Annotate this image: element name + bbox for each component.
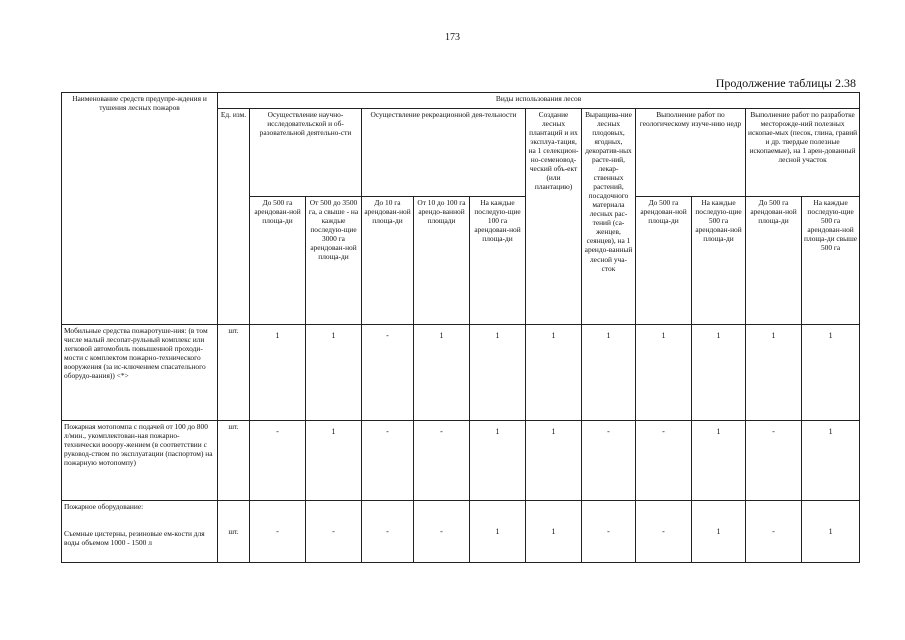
header-sub: До 500 га арендован-ной площа-ди — [250, 197, 306, 325]
row-value: 1 — [802, 421, 860, 501]
header-sub: До 10 га арендован-ной площа-ди — [362, 197, 414, 325]
header-group-recreation: Осуществление рекреационной дея-тельности — [362, 109, 526, 197]
table-row — [62, 421, 860, 501]
row-value: - — [250, 421, 306, 501]
row-value: 1 — [470, 421, 526, 501]
row-value: 1 — [692, 325, 746, 421]
row-value: - — [636, 501, 692, 563]
row-value: 1 — [692, 501, 746, 563]
row-value: 1 — [802, 501, 860, 563]
row-value: - — [746, 501, 802, 563]
header-sub: На каждые последую-щие 500 га арендован-ной площа-ди — [692, 197, 746, 325]
row-value: - — [250, 501, 306, 563]
row-value: 1 — [470, 325, 526, 421]
row-value: 1 — [414, 325, 470, 421]
row-value: 1 — [470, 501, 526, 563]
row-value: 1 — [692, 421, 746, 501]
row-value: - — [414, 501, 470, 563]
row-value: 1 — [802, 325, 860, 421]
row-value: 1 — [582, 325, 636, 421]
row-name: Пожарная мотопомпа с подачей от 100 до 800 л/мин., укомплектован-ная пожарно-технически вооору-жением (в соответствии с руковод-ством по эксплуатации (паспортом) на пожарную мотопомпу) — [62, 421, 218, 501]
header-name-column: Наименование средств предупре-ждения и тушения лесных пожаров — [62, 93, 218, 325]
row-value: - — [636, 421, 692, 501]
row-unit: шт. — [218, 501, 250, 563]
row-value: - — [746, 421, 802, 501]
row-value: - — [582, 501, 636, 563]
header-sub: На каждые последую-щие 100 га арендован-ной площа-ди — [470, 197, 526, 325]
header-sub: От 500 до 3500 га, а свыше - на каждые последую-щие 3000 га арендован-ной площа-ди — [306, 197, 362, 325]
header-unit: Ед. изм. — [218, 109, 250, 325]
header-group-geology: Выполнение работ по геологическому изуче-нию недр — [636, 109, 746, 197]
row-value: 1 — [636, 325, 692, 421]
row-value: 1 — [526, 421, 582, 501]
header-sub: От 10 до 100 га арендо-ванной площади — [414, 197, 470, 325]
header-group-plantations: Создание лесных плантаций и их эксплуа-тация, на 1 селекцион-но-семеновод-ческий объ-ект (или плантацию) — [526, 109, 582, 325]
row-unit: шт. — [218, 421, 250, 501]
row-value: - — [414, 421, 470, 501]
row-value: - — [362, 325, 414, 421]
header-sub: До 500 га арендован-ной площа-ди — [636, 197, 692, 325]
page-number: 173 — [445, 32, 460, 43]
table-row — [62, 325, 860, 421]
row-value: - — [362, 421, 414, 501]
row-unit: шт. — [218, 325, 250, 421]
row-value: 1 — [306, 421, 362, 501]
row-group-label: Пожарное оборудование: — [64, 502, 144, 511]
header-group-growing: Выращива-ние лесных плодовых, ягодных, декоратив-ных расте-ний, лекар-ственных растений, посадочного материала лесных рас-тений (са-женцев, сеянцев), на 1 арендо-ванный лесной уча-сток — [582, 109, 636, 325]
row-value: 1 — [746, 325, 802, 421]
row-value: - — [582, 421, 636, 501]
header-group-mining: Выполнение работ по разработке месторожде-ний полезных ископае-мых (песок, глина, гравий и др. твердые полезные ископаемые), на 1 арен-дованный лесной участок — [746, 109, 860, 197]
header-group-science: Осуществление научно-исследовательской и об-разовательной деятельно-сти — [250, 109, 362, 197]
table-caption: Продолжение таблицы 2.38 — [715, 76, 856, 90]
header-uses-title: Виды использования лесов — [218, 93, 860, 109]
table-row — [62, 501, 860, 563]
row-name: Мобильные средства пожаротуше-ния: (в том числе малый лесопат-рульный комплекс или легковой автомобиль повышенной проходи-мости с комплектом пожарно-технического вооружения (за ис-ключением спасательного оборудо-вания)) <*> — [62, 325, 218, 421]
row-value: 1 — [526, 325, 582, 421]
row-value: - — [306, 501, 362, 563]
row-name: Съемные цистерны, резиновые ем-кости для воды объемом 1000 - 1500 л — [64, 529, 205, 548]
header-sub: До 500 га арендован-ной площа-ди — [746, 197, 802, 325]
main-table — [61, 92, 860, 563]
row-value: 1 — [250, 325, 306, 421]
row-value: 1 — [526, 501, 582, 563]
row-value: - — [362, 501, 414, 563]
row-value: 1 — [306, 325, 362, 421]
header-sub: На каждые последую-щие 500 га арендован-ной площа-ди свыше 500 га — [802, 197, 860, 325]
